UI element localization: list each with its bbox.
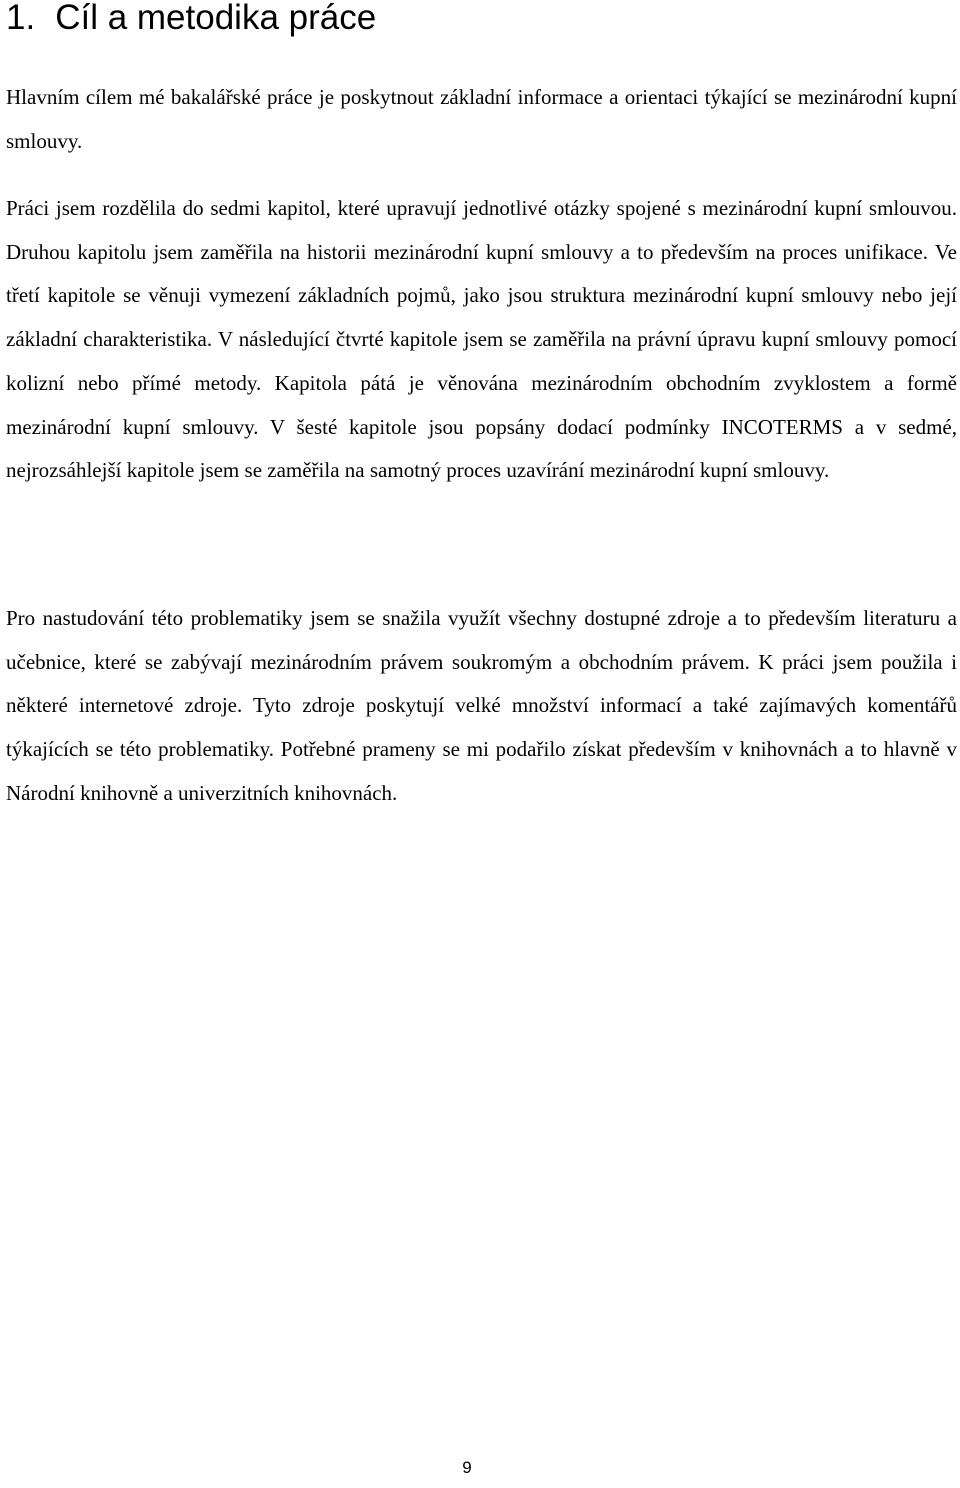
- chapter-title: Cíl a metodika práce: [55, 0, 377, 37]
- paragraph-sources: Pro nastudování této problematiky jsem se snažila využít všechny dostupné zdroje a to především literaturu a učebnice, které se zabývají mezinárodním právem soukromým a obchodním právem. K práci jsem použila i některé internetové zdroje. Tyto zdroje poskytují velké množství informací a také zajímavých komentářů týkajících se této problematiky. Potřebné prameny se mi podařilo získat především v knihovnách a to hlavně v Národní knihovně a univerzitních knihovnách.: [6, 606, 957, 805]
- page-number: 9: [462, 1458, 472, 1477]
- chapter-number: 1.: [6, 0, 36, 37]
- paragraph-structure: Práci jsem rozdělila do sedmi kapitol, které upravují jednotlivé otázky spojené s mezinárodní kupní smlouvou. Druhou kapitolu jsem zaměřila na historii mezinárodní kupní smlouvy a to především na proces unifikace. Ve třetí kapitole se věnuji vymezení základních pojmů, jako jsou struktura mezinárodní kupní smlouvy nebo její základní charakteristika. V následující čtvrté kapitole jsem se zaměřila na právní úpravu kupní smlouvy pomocí kolizní nebo přímé metody. Kapitola pátá je věnována mezinárodním obchodním zvyklostem a formě mezinárodní kupní smlouvy. V šesté kapitole jsou popsány dodací podmínky INCOTERMS a v sedmé, nejrozsáhlejší kapitole jsem se zaměřila na samotný proces uzavírání mezinárodní kupní smlouvy.: [6, 196, 957, 483]
- chapter-heading: [6, 0, 376, 40]
- paragraph-goal: Hlavním cílem mé bakalářské práce je poskytnout základní informace a orientaci týkající se mezinárodní kupní smlouvy.: [6, 85, 957, 153]
